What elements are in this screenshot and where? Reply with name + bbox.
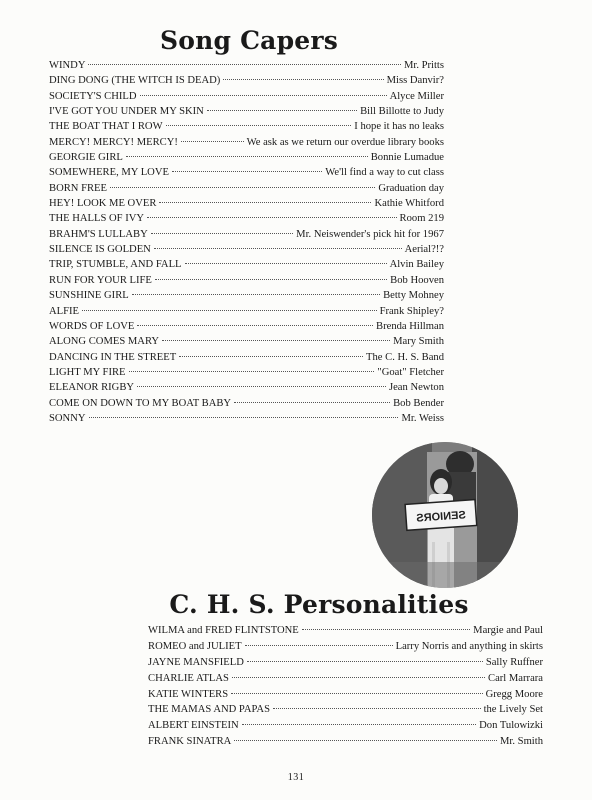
personality-row	[148, 639, 543, 655]
personality-row-label: ROMEO and JULIET	[148, 640, 242, 652]
dot-leader	[154, 248, 402, 249]
personalities-title: C. H. S. Personalities	[169, 590, 469, 619]
dot-leader	[151, 233, 293, 234]
song-caper-row-value: Mr. Weiss	[401, 412, 444, 424]
personality-row-label: FRANK SINATRA	[148, 736, 232, 748]
dot-leader	[247, 661, 483, 662]
dot-leader	[110, 187, 375, 188]
song-caper-row-label: RUN FOR YOUR LIFE	[49, 274, 152, 286]
dot-leader	[126, 156, 368, 157]
song-caper-row-label: SOMEWHERE, MY LOVE	[49, 167, 169, 179]
song-caper-row-value: Graduation day	[378, 182, 444, 194]
song-caper-row-label: COME ON DOWN TO MY BOAT BABY	[49, 397, 232, 409]
song-caper-row-value: "Goat" Fletcher	[377, 366, 444, 378]
song-caper-row-label: ALONG COMES MARY	[49, 336, 160, 348]
dot-leader	[232, 677, 485, 678]
senior-sign-photo	[372, 442, 518, 588]
dot-leader	[137, 325, 373, 326]
dot-leader	[88, 64, 400, 65]
song-caper-row-label: I'VE GOT YOU UNDER MY SKIN	[49, 106, 204, 118]
dot-leader	[159, 202, 371, 203]
song-caper-row	[49, 350, 444, 365]
personality-row-label: CHARLIE ATLAS	[148, 672, 229, 684]
song-caper-row	[49, 58, 444, 73]
song-caper-row-value: Betty Mohney	[383, 290, 444, 302]
song-caper-row	[49, 211, 444, 226]
song-caper-row-label: SUNSHINE GIRL	[49, 290, 129, 302]
song-caper-row-label: WINDY	[49, 60, 86, 71]
personality-row-value: the Lively Set	[483, 704, 543, 716]
song-caper-row	[49, 396, 444, 411]
song-caper-row-value: Mr. Neiswender's pick hit for 1967	[296, 228, 444, 240]
song-caper-row-value: Bonnie Lumadue	[370, 152, 444, 164]
song-caper-row-label: TRIP, STUMBLE, AND FALL	[49, 259, 182, 271]
song-caper-row-label: BORN FREE	[49, 182, 107, 194]
song-caper-row-value: Frank Shipley?	[379, 305, 444, 317]
personality-row-value: Margie and Paul	[473, 625, 543, 636]
song-caper-row	[49, 104, 444, 119]
dot-leader	[89, 417, 399, 418]
song-caper-row-label: MERCY! MERCY! MERCY!	[49, 136, 178, 148]
personality-row	[148, 623, 543, 639]
song-caper-row	[49, 319, 444, 334]
song-caper-row-label: GEORGIE GIRL	[49, 152, 123, 164]
song-caper-row	[49, 73, 444, 88]
personality-row	[148, 734, 543, 750]
personality-row-label: JAYNE MANSFIELD	[148, 656, 244, 668]
song-caper-row	[49, 119, 444, 134]
song-caper-row-label: DANCING IN THE STREET	[49, 351, 177, 363]
dot-leader	[185, 263, 387, 264]
song-caper-row-value: We'll find a way to cut class	[325, 167, 444, 179]
song-caper-row	[49, 135, 444, 150]
dot-leader	[162, 340, 390, 341]
personality-row-value: Carl Marrara	[488, 672, 543, 684]
sign-text: SENIORS	[415, 509, 467, 525]
personality-row-value: Gregg Moore	[485, 688, 543, 700]
dot-leader	[172, 171, 322, 172]
dot-leader	[166, 125, 352, 126]
dot-leader	[207, 110, 357, 111]
song-caper-row	[49, 242, 444, 257]
dot-leader	[179, 356, 363, 357]
personality-row-label: KATIE WINTERS	[148, 688, 229, 700]
song-caper-row	[49, 288, 444, 303]
song-capers-title: Song Capers	[159, 26, 339, 55]
song-caper-row-value: Alvin Bailey	[389, 259, 444, 271]
song-caper-row-label: ALFIE	[49, 305, 80, 317]
personalities-list	[148, 623, 543, 750]
song-caper-row-label: LIGHT MY FIRE	[49, 366, 126, 378]
personality-row	[148, 655, 543, 671]
personality-row-label: ALBERT EINSTEIN	[148, 720, 239, 732]
song-caper-row	[49, 165, 444, 180]
song-caper-row-value: The C. H. S. Band	[366, 351, 444, 363]
dot-leader	[242, 724, 476, 725]
song-caper-row-value: Brenda Hillman	[376, 320, 444, 332]
song-caper-row-label: HEY! LOOK ME OVER	[49, 198, 157, 210]
song-caper-row-value: Room 219	[399, 213, 444, 225]
song-caper-row-value: Bob Bender	[393, 397, 444, 409]
song-caper-row-value: Alyce Miller	[389, 90, 444, 102]
song-caper-row-value: We ask as we return our overdue library books	[246, 136, 444, 148]
dot-leader	[82, 310, 377, 311]
song-caper-row	[49, 89, 444, 104]
song-caper-row	[49, 380, 444, 395]
song-caper-row	[49, 227, 444, 242]
dot-leader	[137, 386, 386, 387]
personality-row-value: Mr. Smith	[500, 736, 543, 748]
song-caper-row-value: Mr. Pritts	[403, 60, 444, 71]
song-caper-row-value: Aerial?!?	[404, 244, 444, 256]
personality-row-value: Larry Norris and anything in skirts	[395, 640, 543, 652]
personality-row-value: Don Tulowizki	[479, 720, 543, 732]
song-caper-row-label: ELEANOR RIGBY	[49, 382, 135, 394]
dot-leader	[231, 693, 482, 694]
dot-leader	[129, 371, 375, 372]
personality-row	[148, 702, 543, 718]
song-caper-row	[49, 196, 444, 211]
dot-leader	[245, 645, 393, 646]
song-caper-row-label: THE BOAT THAT I ROW	[49, 121, 163, 133]
personality-row-value: Sally Ruffner	[485, 656, 543, 668]
song-caper-row-value: Miss Danvir?	[386, 75, 444, 87]
song-caper-row	[49, 181, 444, 196]
dot-leader	[234, 740, 497, 741]
dot-leader	[302, 629, 470, 630]
song-caper-row-label: SILENCE IS GOLDEN	[49, 244, 151, 256]
song-caper-row	[49, 257, 444, 272]
song-caper-row-label: SOCIETY'S CHILD	[49, 90, 137, 102]
song-caper-row	[49, 273, 444, 288]
personality-row-label: WILMA and FRED FLINTSTONE	[148, 625, 299, 636]
dot-leader	[273, 708, 481, 709]
personality-row	[148, 718, 543, 734]
dot-leader	[132, 294, 380, 295]
dot-leader	[223, 79, 383, 80]
dot-leader	[155, 279, 387, 280]
song-caper-row	[49, 304, 444, 319]
song-caper-row-label: THE HALLS OF IVY	[49, 213, 145, 225]
song-caper-row	[49, 334, 444, 349]
photo-image	[372, 442, 518, 588]
song-caper-row-value: I hope it has no leaks	[354, 121, 444, 133]
personality-row	[148, 671, 543, 687]
song-caper-row-value: Jean Newton	[388, 382, 444, 394]
song-caper-row-value: Mary Smith	[393, 336, 444, 348]
song-caper-row-label: SONNY	[49, 412, 86, 424]
personality-row-label: THE MAMAS AND PAPAS	[148, 704, 270, 716]
dot-leader	[140, 95, 387, 96]
page-number: 131	[287, 772, 305, 783]
song-caper-row	[49, 365, 444, 380]
song-caper-row-value: Bob Hooven	[390, 274, 444, 286]
song-capers-list	[49, 58, 444, 426]
dot-leader	[181, 141, 244, 142]
song-caper-row-value: Bill Billotte to Judy	[360, 106, 444, 118]
personality-row	[148, 687, 543, 703]
song-caper-row-label: BRAHM'S LULLABY	[49, 228, 148, 240]
dot-leader	[234, 402, 390, 403]
dot-leader	[147, 217, 397, 218]
song-caper-row-label: DING DONG (THE WITCH IS DEAD)	[49, 75, 221, 87]
song-caper-row-label: WORDS OF LOVE	[49, 320, 135, 332]
song-caper-row	[49, 150, 444, 165]
song-caper-row-value: Kathie Whitford	[374, 198, 444, 210]
song-caper-row	[49, 411, 444, 426]
